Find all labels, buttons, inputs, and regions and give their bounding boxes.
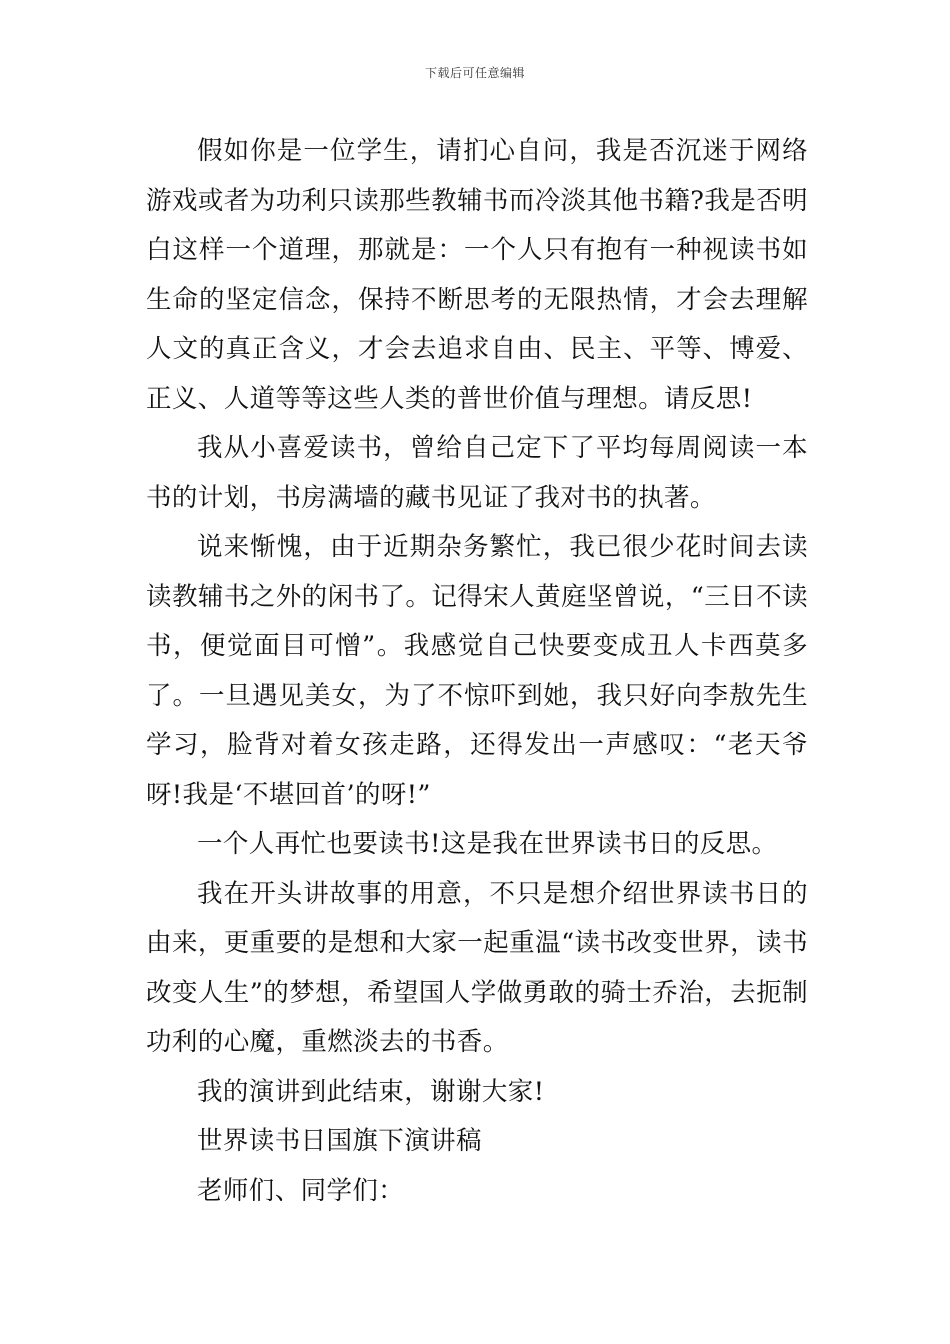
paragraph-reflection-question: 假如你是一位学生，请扪心自问，我是否沉迷于网络游戏或者为功利只读那些教辅书而冷淡其他书籍?我是否明白这样一个道理，那就是：一个人只有抱有一种视读书如生命的坚定信念，保持不断思考的无限热情，才会去理解人文的真正含义，才会去追求自由、民主、平等、博爱、正义、人道等等这些人类的普世价值与理想。请反思! (146, 136, 808, 414)
salutation: 老师们、同学们： (197, 1175, 405, 1206)
paragraph-closing: 我的演讲到此结束，谢谢大家! (197, 1076, 545, 1107)
paragraph-busy-confession: 说来惭愧，由于近期杂务繁忙，我已很少花时间去读读教辅书之外的闲书了。记得宋人黄庭坚曾说，“三日不读书，便觉面目可憎”。我感觉自己快要变成丑人卡西莫多了。一旦遇见美女，为了不惊吓到她，我只好向李敖先生学习，脸背对着女孩走路，还得发出一声感叹：“老天爷呀!我是‘不堪回首’的呀!” (146, 532, 808, 810)
paragraph-reading-habit: 我从小喜爱读书，曾给自己定下了平均每周阅读一本书的计划，书房满墙的藏书见证了我对书的执著。 (146, 433, 808, 513)
document-body (146, 127, 808, 1216)
page-header: 下载后可任意编辑 (424, 66, 525, 80)
paragraph-purpose: 我在开头讲故事的用意，不只是想介绍世界读书日的由来，更重要的是想和大家一起重温“读书改变世界，读书改变人生”的梦想，希望国人学做勇敢的骑士乔治，去扼制功利的心魔，重燃淡去的书香。 (146, 878, 808, 1057)
section-title: 世界读书日国旗下演讲稿 (197, 1126, 482, 1156)
paragraph-must-read: 一个人再忙也要读书!这是我在世界读书日的反思。 (197, 829, 778, 859)
